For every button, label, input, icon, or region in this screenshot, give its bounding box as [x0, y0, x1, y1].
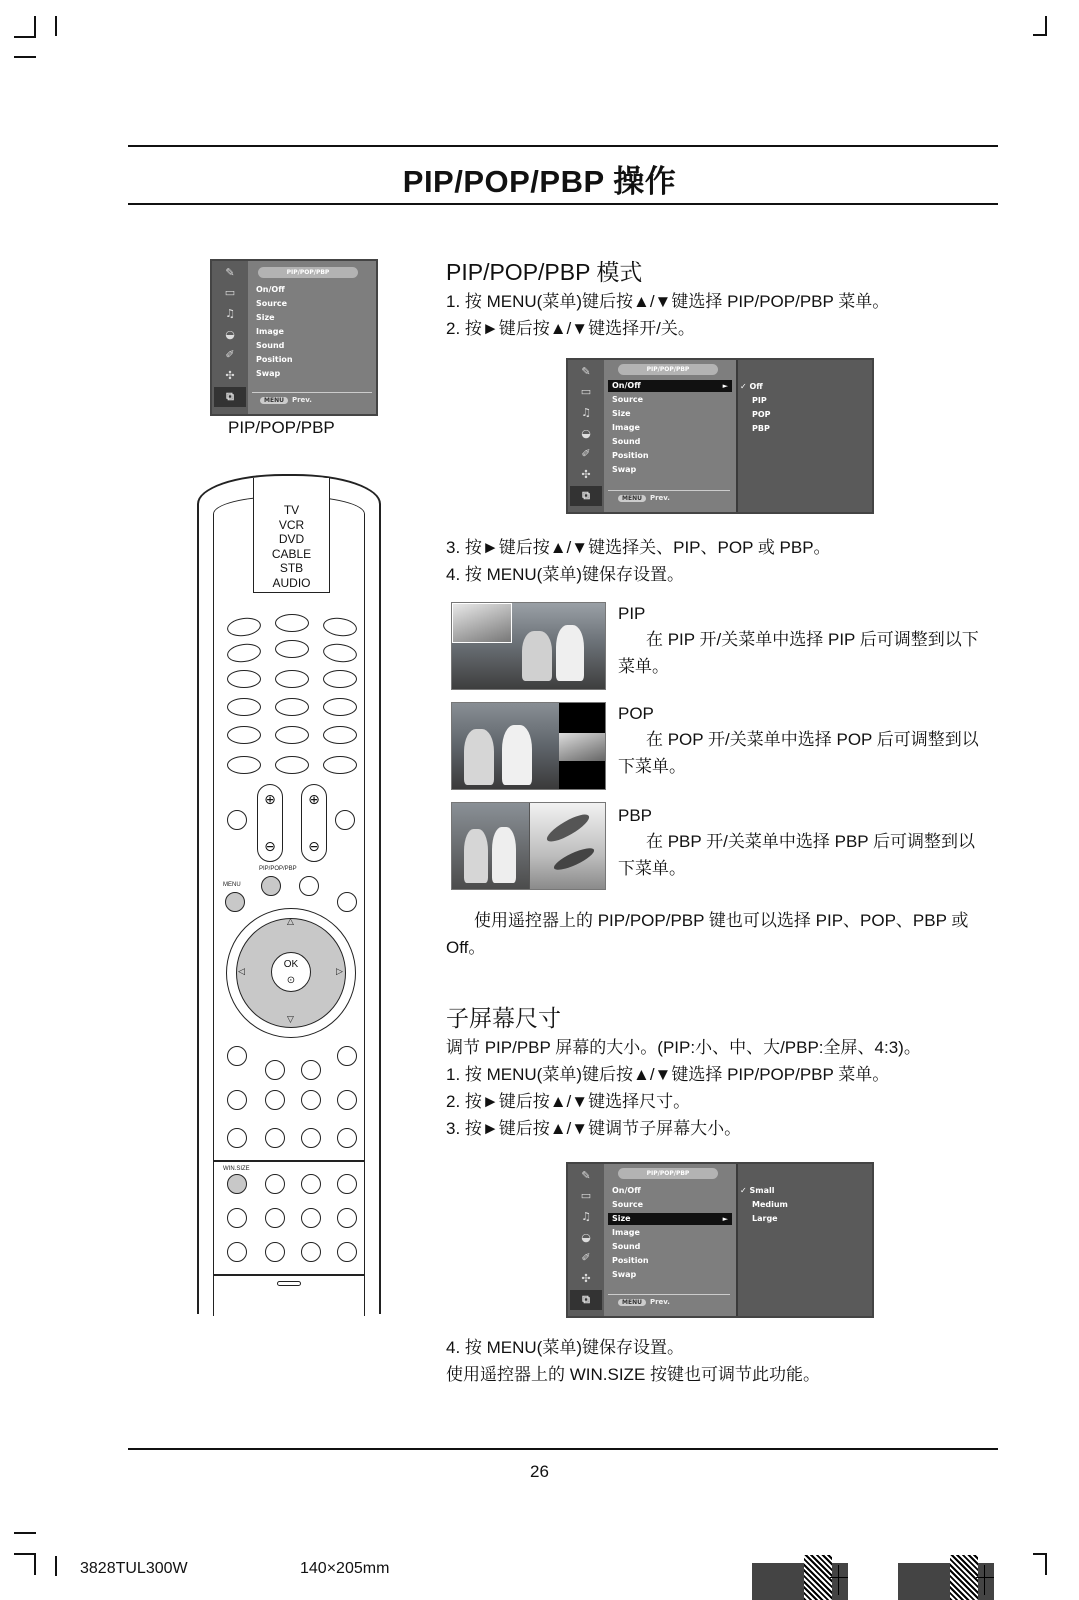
section1-step1: 1. 按 MENU(菜单)键后按▲/▼键选择 PIP/POP/PBP 菜单。	[446, 292, 890, 311]
section1-step3: 3. 按►键后按▲/▼键选择关、PIP、POP 或 PBP。	[446, 538, 831, 557]
remote-button[interactable]	[227, 698, 261, 716]
pip-mode-desc: 在 PIP 开/关菜单中选择 PIP 后可调整到以下菜单。	[618, 630, 979, 676]
picture-icon: ✎	[225, 266, 235, 279]
remote-button[interactable]	[227, 1208, 247, 1228]
remote-button[interactable]	[337, 1046, 357, 1066]
menu-button[interactable]	[225, 892, 245, 912]
menu-item-onoff: On/Off	[256, 285, 285, 294]
title-top-rule	[128, 145, 998, 147]
registration-mark	[898, 1555, 998, 1600]
remote-button[interactable]	[301, 1208, 321, 1228]
winsize-button[interactable]	[227, 1174, 247, 1194]
osd-menu-thumbnail	[210, 259, 378, 416]
section1-step2: 2. 按►键后按▲/▼键选择开/关。	[446, 319, 695, 338]
section1-step4: 4. 按 MENU(菜单)键保存设置。	[446, 565, 684, 584]
setup-icon: ✣	[225, 369, 235, 382]
pop-example-image	[451, 702, 606, 790]
arrow-down-icon: ▽	[287, 1014, 294, 1024]
crop-mark-tr	[1045, 16, 1047, 36]
remote-button[interactable]	[323, 698, 357, 716]
option-large: Large	[752, 1214, 778, 1223]
crop-mark-bl	[34, 1553, 36, 1575]
pip-example-image	[451, 602, 606, 690]
crop-mark-br	[1045, 1553, 1047, 1575]
remote-button[interactable]	[301, 1090, 321, 1110]
winsize-button-label: WIN.SIZE	[223, 1166, 250, 1172]
menu-item-position: Position	[612, 1256, 649, 1265]
menu-item-size: Size	[256, 313, 275, 322]
pip-icon: ⧉	[570, 1290, 602, 1310]
timer-icon: ◒	[581, 1231, 591, 1244]
section2-step1: 1. 按 MENU(菜单)键后按▲/▼键选择 PIP/POP/PBP 菜单。	[446, 1065, 890, 1084]
crop-mark-tl	[55, 16, 57, 36]
pip-icon: ⧉	[570, 486, 602, 506]
remote-button[interactable]	[337, 892, 357, 912]
remote-button[interactable]	[227, 1046, 247, 1066]
pop-mode-title: POP	[618, 704, 654, 723]
crop-mark-tl	[14, 56, 36, 58]
timer-icon: ◒	[225, 328, 235, 341]
osd-header: PIP/POP/PBP	[258, 267, 358, 278]
section1-note: 使用遥控器上的 PIP/POP/PBP 键也可以选择 PIP、POP、PBP 或 Off。	[446, 911, 969, 957]
pop-mode-desc: 在 POP 开/关菜单中选择 POP 后可调整到以下菜单。	[618, 730, 979, 776]
crop-mark-tr	[1033, 34, 1047, 36]
option-pop: POP	[752, 410, 771, 419]
remote-button[interactable]	[301, 1174, 321, 1194]
menu-item-onoff: On/Off ►	[612, 381, 728, 390]
option-medium: Medium	[752, 1200, 788, 1209]
section2-intro: 调节 PIP/PBP 屏幕的大小。(PIP:小、中、大/PBP:全屏、4:3)。	[446, 1038, 921, 1057]
osd-menu-size	[566, 1162, 874, 1318]
osd-caption: PIP/POP/PBP	[228, 418, 335, 437]
remote-control	[197, 474, 381, 1314]
screen-icon: ▭	[224, 286, 236, 299]
screen-icon: ▭	[580, 1189, 592, 1202]
picture-icon: ✎	[581, 1169, 591, 1182]
remote-button[interactable]	[275, 698, 309, 716]
arrow-right-icon: ▷	[336, 966, 343, 976]
menu-item-sound: Sound	[612, 437, 641, 446]
pbp-mode-title: PBP	[618, 806, 653, 825]
menu-item-sound: Sound	[256, 341, 285, 350]
remote-button[interactable]	[301, 1060, 321, 1080]
menu-item-position: Position	[256, 355, 293, 364]
remote-button[interactable]	[337, 1208, 357, 1228]
section2-step4: 4. 按 MENU(菜单)键保存设置。	[446, 1338, 684, 1357]
pbp-mode-desc: 在 PBP 开/关菜单中选择 PBP 后可调整到以下菜单。	[618, 832, 976, 878]
remote-button[interactable]	[275, 670, 309, 688]
remote-button[interactable]	[265, 1174, 285, 1194]
remote-button[interactable]	[299, 876, 319, 896]
menu-item-image: Image	[612, 423, 640, 432]
menu-item-image: Image	[612, 1228, 640, 1237]
pbp-example-image	[451, 802, 606, 890]
section2-step2: 2. 按►键后按▲/▼键选择尺寸。	[446, 1092, 691, 1111]
menu-item-onoff: On/Off	[612, 1186, 641, 1195]
remote-button[interactable]	[227, 756, 261, 774]
title-bottom-rule	[128, 203, 998, 205]
osd-footer: MENU Prev.	[260, 396, 312, 404]
section1-heading: PIP/POP/PBP 模式	[446, 259, 643, 285]
option-pbp: PBP	[752, 424, 770, 433]
menu-item-source: Source	[612, 395, 644, 404]
pip-button[interactable]	[261, 876, 281, 896]
picture-icon: ✎	[581, 365, 591, 378]
option-pip: PIP	[752, 396, 767, 405]
menu-item-swap: Swap	[612, 465, 637, 474]
screen-icon: ▭	[580, 385, 592, 398]
crop-mark-tl	[34, 16, 36, 38]
sound-icon: ♫	[581, 1210, 591, 1223]
remote-button[interactable]	[323, 756, 357, 774]
remote-button[interactable]	[265, 1128, 285, 1148]
footer-size: 140×205mm	[300, 1560, 390, 1577]
remote-button[interactable]	[275, 756, 309, 774]
remote-button[interactable]	[227, 1128, 247, 1148]
channel-rocker[interactable]: ⊕ ⊖	[301, 784, 327, 862]
osd-footer: MENU Prev.	[618, 1298, 670, 1306]
remote-button[interactable]	[301, 1128, 321, 1148]
remote-button[interactable]	[265, 1242, 285, 1262]
crop-mark-bl	[55, 1556, 57, 1576]
menu-item-image: Image	[256, 327, 284, 336]
remote-button[interactable]	[227, 726, 261, 744]
menu-item-sound: Sound	[612, 1242, 641, 1251]
crop-mark-bl	[14, 1532, 36, 1534]
menu-item-source: Source	[256, 299, 288, 308]
page-number: 26	[530, 1462, 549, 1481]
menu-item-swap: Swap	[612, 1270, 637, 1279]
pip-button-label: PIP/POP/PBP	[259, 866, 297, 872]
remote-button[interactable]	[275, 640, 309, 658]
mode-selector: TV VCR DVD CABLE STB AUDIO	[253, 478, 330, 593]
sound-icon: ♫	[225, 307, 235, 320]
page-title: PIP/POP/PBP 操作	[402, 164, 677, 199]
osd-header: PIP/POP/PBP	[618, 1168, 718, 1179]
crop-mark-bl	[14, 1553, 36, 1555]
remote-button[interactable]	[337, 1174, 357, 1194]
arrow-up-icon: △	[287, 916, 294, 926]
pip-icon: ⧉	[214, 387, 246, 407]
remote-button[interactable]	[323, 670, 357, 688]
registration-mark	[752, 1555, 852, 1600]
setup-icon: ✣	[581, 468, 591, 481]
footer-code: 3828TUL300W	[80, 1560, 188, 1577]
menu-button-label: MENU	[223, 882, 241, 888]
section2-heading: 子屏幕尺寸	[446, 1005, 561, 1031]
setup-icon: ✣	[581, 1272, 591, 1285]
menu-item-size: Size ►	[612, 1214, 728, 1223]
remote-button[interactable]	[227, 810, 247, 830]
section2-note: 使用遥控器上的 WIN.SIZE 按键也可调节此功能。	[446, 1365, 820, 1384]
sound-icon: ♫	[581, 406, 591, 419]
remote-button[interactable]	[275, 614, 309, 632]
menu-item-position: Position	[612, 451, 649, 460]
remote-button[interactable]	[335, 810, 355, 830]
menu-item-source: Source	[612, 1200, 644, 1209]
arrow-left-icon: ◁	[238, 966, 245, 976]
menu-item-size: Size	[612, 409, 631, 418]
osd-menu-onoff	[566, 358, 874, 514]
remote-button[interactable]	[227, 1242, 247, 1262]
menu-item-swap: Swap	[256, 369, 281, 378]
pip-mode-title: PIP	[618, 604, 646, 623]
section2-step3: 3. 按►键后按▲/▼键调节子屏幕大小。	[446, 1119, 742, 1138]
special-icon: ✐	[225, 348, 235, 361]
timer-icon: ◒	[581, 427, 591, 440]
remote-button[interactable]	[227, 670, 261, 688]
osd-header: PIP/POP/PBP	[618, 364, 718, 375]
remote-button[interactable]	[301, 1242, 321, 1262]
remote-button[interactable]	[337, 1090, 357, 1110]
remote-button[interactable]	[337, 1242, 357, 1262]
special-icon: ✐	[581, 447, 591, 460]
remote-button[interactable]	[275, 726, 309, 744]
osd-footer: MENU Prev.	[618, 494, 670, 502]
special-icon: ✐	[581, 1251, 591, 1264]
remote-button[interactable]	[323, 726, 357, 744]
footer-rule	[128, 1448, 998, 1450]
remote-button[interactable]	[227, 1090, 247, 1110]
remote-button[interactable]	[265, 1090, 285, 1110]
remote-button[interactable]	[337, 1128, 357, 1148]
remote-button[interactable]	[265, 1060, 285, 1080]
ok-button[interactable]: OK ⊙	[271, 952, 311, 992]
option-off: ✓ Off	[740, 382, 763, 391]
remote-button[interactable]	[265, 1208, 285, 1228]
crop-mark-tl	[14, 36, 36, 38]
option-small: ✓ Small	[740, 1186, 775, 1195]
volume-rocker[interactable]: ⊕ ⊖	[257, 784, 283, 862]
